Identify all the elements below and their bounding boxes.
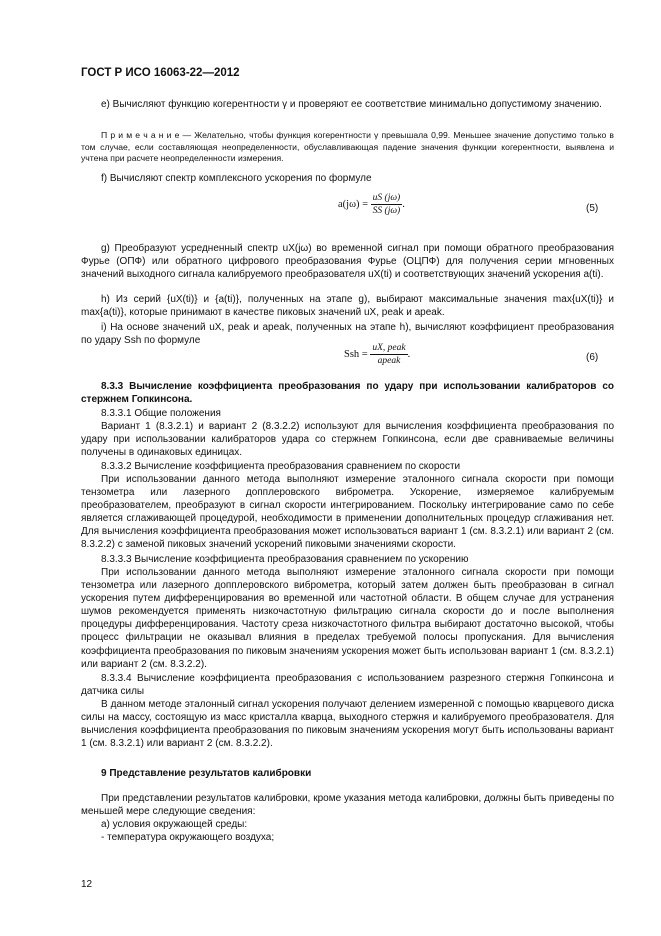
formula-6-lhs: Ssh = (344, 348, 368, 360)
note: П р и м е ч а н и е — Желательно, чтобы функция когерентности γ превышала 0,99. Меньшее значение допустимо только в том случае, если составляющая неопределенности, обуславливающая падение значения функции когерентности, выявлена и учтена при расчете неопределенности измерения. (81, 130, 614, 164)
formula-5-denominator: SS (jω) (372, 206, 401, 216)
section-8-3-3-3-text: При использовании данного метода выполняют измерение эталонного сигнала скорости при помощи тензометра или лазерного допплеровского виброметра, который затем должен быть преобразован в сигнал ускорения путем дифференцирования во временной или частотной области. В общем случае для устранения шумов рекомендуется применять низкочастотную фильтрацию сигнала скорости до и после выполнения процедуры дифференцирования. Частоту среза низкочастотного фильтра выбирают достаточно высокой, чтобы процесс фильтрации не оказывал влияния в пределах требуемой полосы пропускания. Для вычисления коэффициента преобразования по пиковым значениям ускорения может быть использован вариант 1 (см. 8.3.2.1) или вариант 2 (см. 8.3.2.2). (81, 567, 614, 670)
step-e: e) Вычисляют функцию когерентности γ и проверяют ее соответствие минимально допустимому значению. (101, 99, 602, 110)
section-8-3-3-2-title: 8.3.3.2 Вычисление коэффициента преобразования сравнением по скорости (101, 461, 461, 472)
step-i: i) На основе значений uX, peak и apeak, полученных на этапе h), вычисляют коэффициент преобразования по удару Ssh по формуле (81, 322, 614, 347)
section-9-item-temperature: - температура окружающего воздуха; (101, 832, 275, 843)
formula-5-numerator: uS (jω) (372, 193, 401, 203)
step-g: g) Преобразуют усредненный спектр uX(jω) во временной сигнал при помощи обратного преобразования Фурье (ОПФ) или обратного цифрового преобразования Фурье (ОЦПФ) для получения серии мгновенных значений выходного сигнала калибруемого преобразователя uX(ti) и соответствующих значений ускорения a(ti). (81, 243, 614, 281)
section-8-3-3-2-text: При использовании данного метода выполняют измерение эталонного сигнала скорости при помощи тензометра или лазерного допплеровского виброметра. Ускорение, измеряемое калибруемым преобразователем, преобразуют в сигнал скорости интегрированием. Поскольку интегрирование само по себе является сглаживающей процедурой, необходимости в применении дополнительных процедур сглаживания нет. Для вычисления коэффициента преобразования может использоваться вариант 1 (см. 8.3.2.1) или вариант 2 (см. 8.3.2.2) с заменой пиковых значений ускорений пиковыми значениями скорости. (81, 474, 614, 551)
document-header: ГОСТ Р ИСО 16063-22—2012 (81, 67, 240, 79)
formula-5: a(jω) = $\frac{uS (j\omega)}{SS (j\omega)}$ . (338, 193, 405, 216)
step-h: h) Из серий {uX(ti)} и {a(ti)}, полученных на этапе g), выбирают максимальные значения max{uX(ti)} и max{a(ti)}, которые принимают в качестве пиковых значений uX, peak и apeak. (81, 294, 614, 319)
formula-6-numerator: uX, peak (372, 343, 406, 353)
formula-6: Ssh = $\frac{\text{uX, peak}}{\text{apeak}}$ . (344, 343, 411, 366)
section-9-text: При представлении результатов калибровки, кроме указания метода калибровки, должны быть приведены по меньшей мере следующие сведения: (81, 793, 614, 818)
step-f: f) Вычисляют спектр комплексного ускорения по формуле (101, 173, 372, 184)
section-9-title: 9 Представление результатов калибровки (101, 768, 312, 779)
formula-6-denominator: apeak (377, 356, 401, 366)
formula-6-fraction (370, 343, 407, 366)
section-8-3-3-4-text: В данном методе эталонный сигнал ускорения получают делением измеренной с помощью кварцевого диска силы на массу, состоящую из масс кристалла кварца, выходного стержня и калибруемого преобразователя. Для вычисления коэффициента преобразования по пиковым значениям ускорения могут быть использованы вариант 1 (см. 8.3.2.1) или вариант 2 (см. 8.3.2.2). (81, 699, 614, 750)
section-9-item-a: a) условия окружающей среды: (101, 819, 248, 830)
page-number: 12 (81, 879, 93, 890)
section-8-3-3-1-title: 8.3.3.1 Общие положения (101, 408, 221, 419)
formula-5-fraction (371, 193, 403, 216)
section-8-3-3-3-title: 8.3.3.3 Вычисление коэффициента преобразования сравнением по ускорению (101, 554, 469, 565)
formula-5-number: (5) (586, 203, 599, 214)
formula-5-lhs: a(jω) = (338, 198, 369, 210)
section-8-3-3-1-text: Вариант 1 (8.3.2.1) и вариант 2 (8.3.2.2) используют для вычисления коэффициента преобразования по удару при использовании калибраторов удара со стержнем Гопкинсона, если две сравниваемые величины получены в одинаковых единицах. (81, 421, 614, 459)
section-8-3-3-4-title: 8.3.3.4 Вычисление коэффициента преобразования с использованием разрезного стержня Гопкинсона и датчика силы (81, 673, 614, 698)
formula-6-number: (6) (586, 352, 599, 363)
section-8-3-3-title: 8.3.3 Вычисление коэффициента преобразования по удару при использовании калибраторов со стержнем Гопкинсона. (81, 381, 614, 406)
